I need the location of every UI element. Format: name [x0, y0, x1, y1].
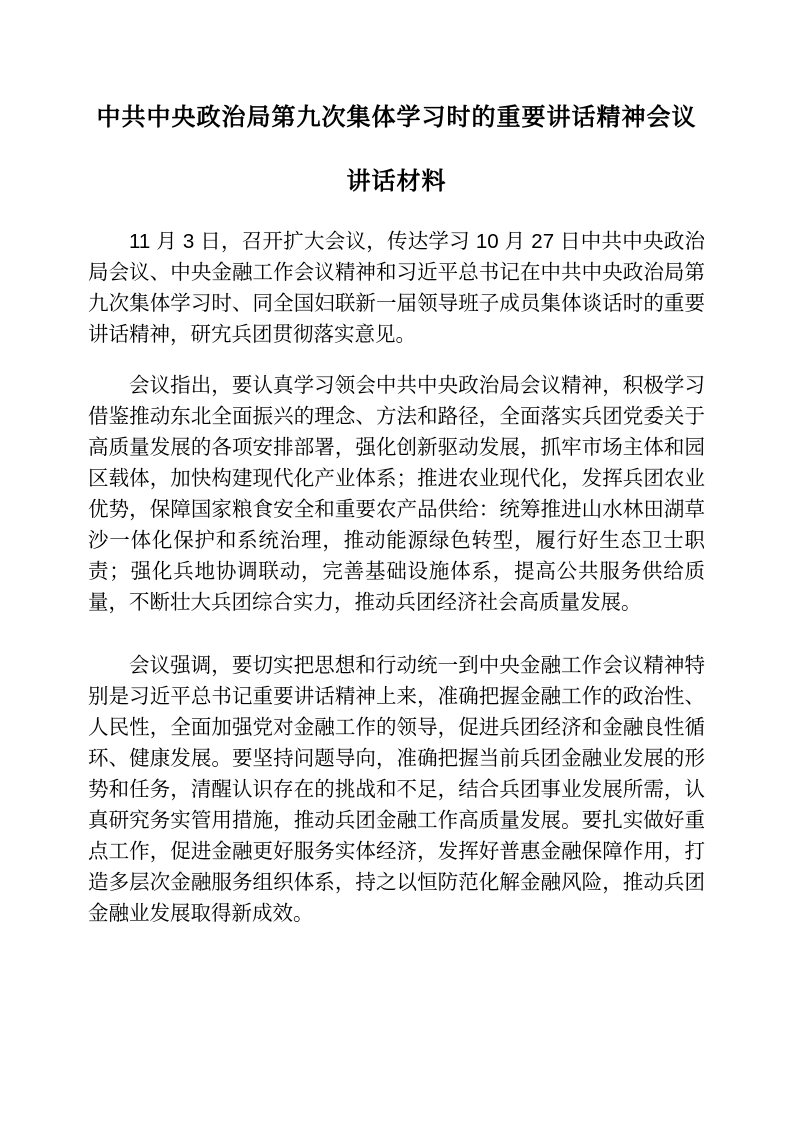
document-title-line-1: 中共中央政治局第九次集体学习时的重要讲话精神会议 — [96, 104, 697, 131]
paragraph-meeting-emphasized: 会议强调，要切实把思想和行动统一到中央金融工作会议精神特别是习近平总书记重要讲话精神上来，准确把握金融工作的政治性、人民性，全面加强党对金融工作的领导，促进兵团经济和金融良性循环、健康发展。要坚持问题导向，准确把握当前兵团金融业发展的形势和任务，清醒认识存在的挑战和不足，结合兵团事业发展所需，认真研究务实管用措施，推动兵团金融工作高质量发展。要扎实做好重点工作，促进金融更好服务实体经济，发挥好普惠金融保障作用，打造多层次金融服务组织体系，持之以恒防范化解金融风险，推动兵团金融业发展取得新成效。 — [88, 654, 705, 925]
document-title-line-2: 讲话材料 — [346, 168, 447, 195]
paragraph-meeting-overview: 11 月 3 日，召开扩大会议，传达学习 10 月 27 日中共中央政治局会议、中央金融工作会议精神和习近平总书记在中共中央政治局第九次集体学习时、同全国妇联新一届领导班子成员集体谈话时的重要讲话精神，研宄兵团贯彻落实意见。 — [88, 230, 705, 346]
document-title — [88, 86, 705, 214]
paragraph-meeting-pointed-out: 会议指出，要认真学习领会中共中央政治局会议精神，积极学习借鉴推动东北全面振兴的理念、方法和路径，全面落实兵团党委关于高质量发展的各项安排部署，强化创新驱动发展，抓牢市场主体和园区载体，加快构建现代化产业体系；推进农业现代化，发挥兵团农业优势，保障国家粮食安全和重要农产品供给：统筹推进山水林田湖草沙一体化保护和系统治理，推动能源绿色转型，履行好生态卫士职责；强化兵地协调联动，完善基础设施体系，提高公共服务供给质量，不断壮大兵团综合实力，推动兵团经济社会高质量发展。 — [88, 374, 705, 614]
